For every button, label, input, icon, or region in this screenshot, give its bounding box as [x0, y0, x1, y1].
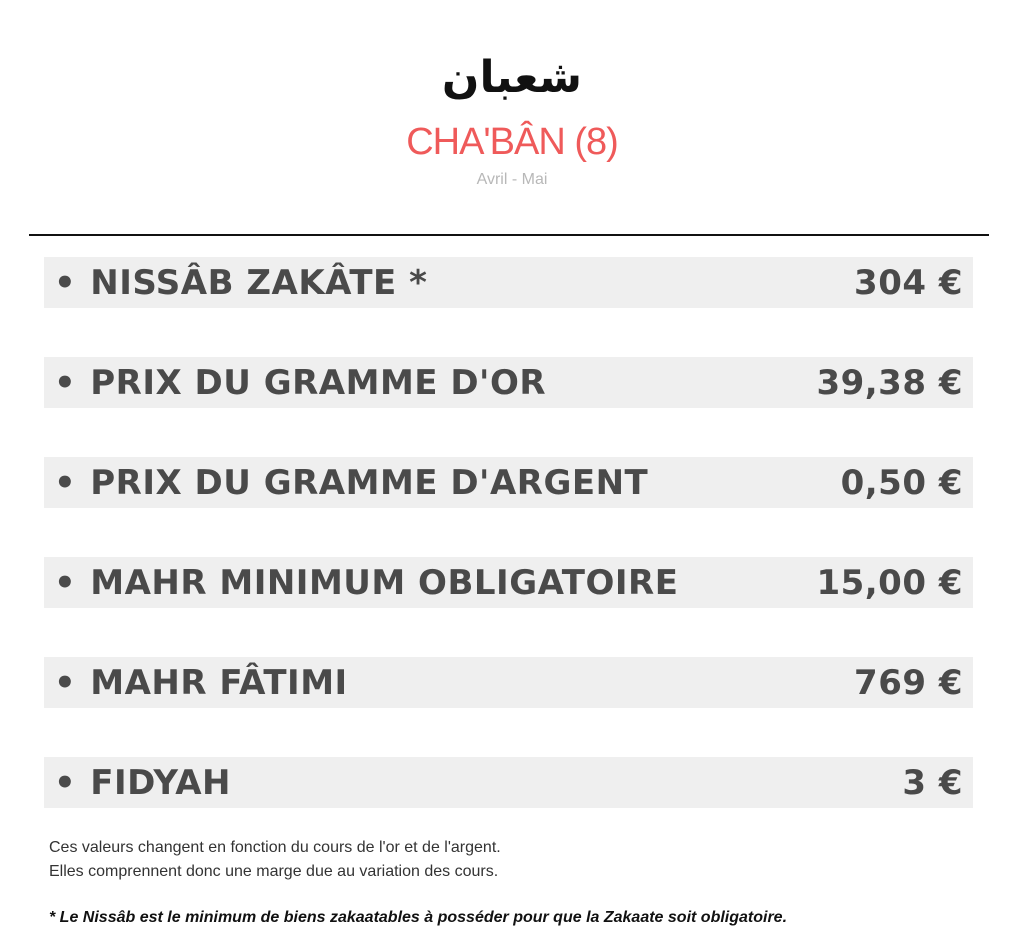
- disclaimer-line-1: Ces valeurs changent en fonction du cours de l'or et de l'argent.: [49, 839, 501, 856]
- bullet: •: [54, 762, 77, 803]
- row-label: PRIX DU GRAMME D'ARGENT: [90, 462, 649, 503]
- month-period: Avril - Mai: [476, 171, 548, 188]
- disclaimer-note: [49, 836, 501, 884]
- bullet: •: [54, 462, 77, 503]
- month-title: CHA'BÂN (8): [406, 121, 618, 163]
- row-label: FIDYAH: [90, 762, 231, 803]
- row-label: MAHR MINIMUM OBLIGATOIRE: [90, 562, 679, 603]
- row-value: 39,38 €: [816, 362, 963, 403]
- value-row-mahr-fatimi: [44, 657, 973, 708]
- nissab-footnote: * Le Nissâb est le minimum de biens zakaatables à posséder pour que la Zakaate soit obligatoire.: [49, 909, 788, 926]
- row-label: NISSÂB ZAKÂTE *: [90, 262, 428, 303]
- bullet: •: [54, 362, 77, 403]
- row-label: MAHR FÂTIMI: [90, 662, 348, 703]
- value-row-mahr-minimum: [44, 557, 973, 608]
- row-label: PRIX DU GRAMME D'OR: [90, 362, 547, 403]
- value-row-silver-price: [44, 457, 973, 508]
- row-value: 769 €: [854, 662, 963, 703]
- bullet: •: [54, 662, 77, 703]
- disclaimer-line-2: Elles comprennent donc une marge due au variation des cours.: [49, 863, 499, 880]
- header-divider: [29, 234, 989, 236]
- bullet: •: [54, 262, 77, 303]
- row-value: 3 €: [902, 762, 963, 803]
- value-row-gold-price: [44, 357, 973, 408]
- value-row-nissab: [44, 257, 973, 308]
- row-value: 304 €: [854, 262, 963, 303]
- row-value: 15,00 €: [816, 562, 963, 603]
- values-list: [44, 257, 973, 857]
- bullet: •: [54, 562, 77, 603]
- value-row-fidyah: [44, 757, 973, 808]
- row-value: 0,50 €: [840, 462, 963, 503]
- arabic-month-title: شعبان: [441, 52, 583, 103]
